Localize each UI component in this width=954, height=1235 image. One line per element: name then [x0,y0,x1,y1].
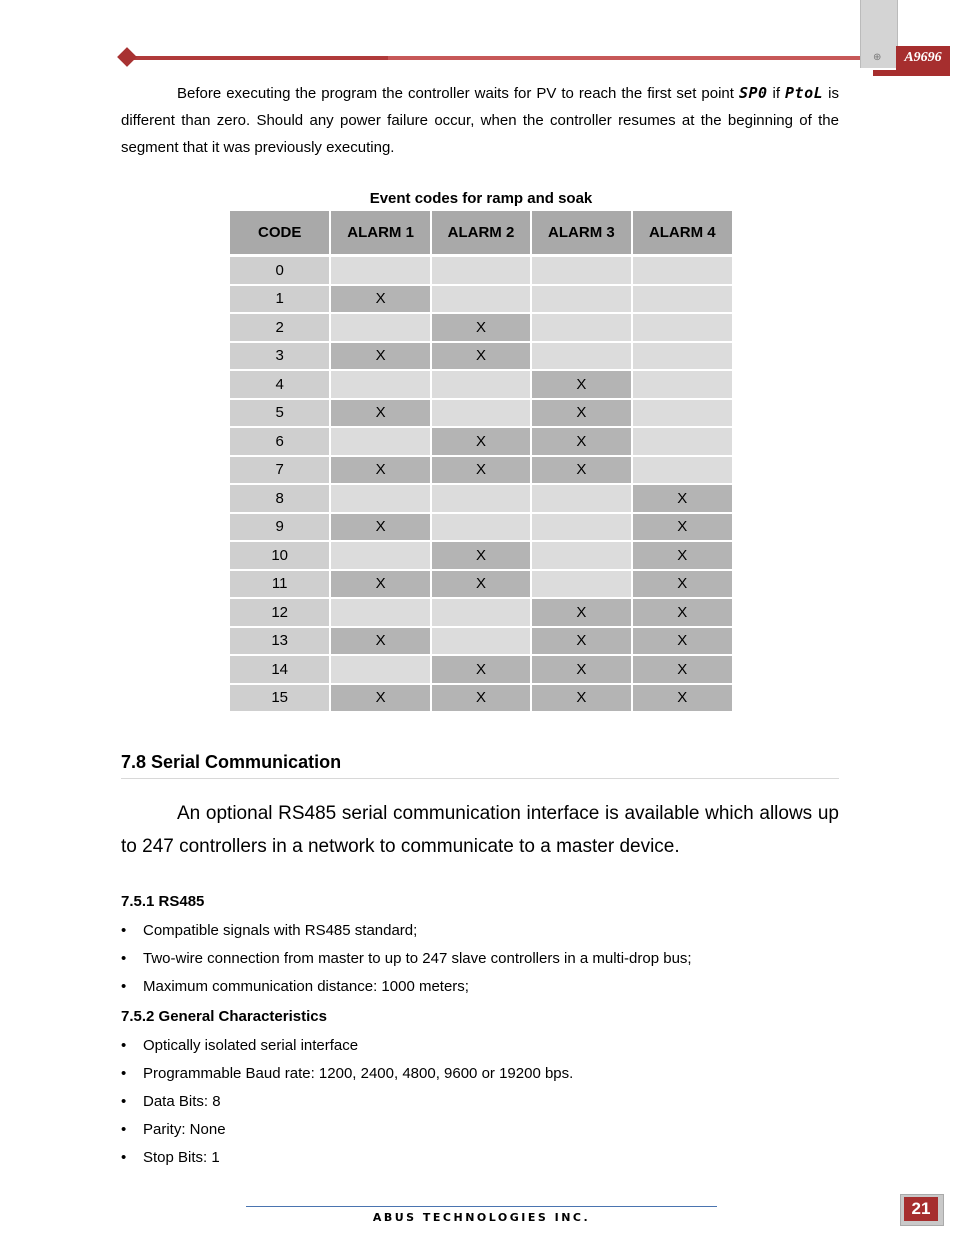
column-header: ALARM 2 [431,211,531,255]
code-cell: 14 [230,655,330,684]
list-item-text: Two-wire connection from master to up to 247 slave controllers in a multi-drop bus; [143,950,692,967]
sp0-display-code: SP0 [738,84,768,102]
rs485-list [121,921,692,1005]
list-item [121,1120,573,1148]
alarm-cell [632,342,732,371]
alarm-cell [632,285,732,314]
table-row [230,541,732,570]
table-row [230,370,732,399]
table-row [230,627,732,656]
alarm-cell [431,627,531,656]
column-header: ALARM 3 [531,211,631,255]
bullet-icon: • [121,1149,127,1166]
alarm-cell [431,257,531,285]
alarm-cell: X [431,655,531,684]
table-row [230,456,732,485]
alarm-cell: X [531,598,631,627]
alarm-cell: X [330,399,430,428]
alarm-cell: X [632,627,732,656]
list-item-text: Parity: None [143,1121,226,1138]
tab-marker-icon: ⊕ [873,52,882,63]
code-cell: 3 [230,342,330,371]
code-cell: 11 [230,570,330,599]
column-header: ALARM 1 [330,211,430,255]
rs485-heading: 7.5.1 RS485 [121,893,205,910]
alarm-cell: X [330,627,430,656]
alarm-cell [632,399,732,428]
alarm-cell: X [632,655,732,684]
intro-text-1: Before executing the program the controller waits for PV to reach the first set point [177,85,739,102]
list-item [121,1148,573,1176]
table-row [230,655,732,684]
intro-paragraph [121,80,839,161]
alarm-cell: X [431,342,531,371]
alarm-cell [330,484,430,513]
alarm-cell: X [431,541,531,570]
header-accent-bar [873,70,950,76]
list-item [121,1092,573,1120]
alarm-cell [431,285,531,314]
code-cell: 13 [230,627,330,656]
table-row [230,257,732,285]
alarm-cell: X [531,370,631,399]
alarm-cell: X [431,456,531,485]
alarm-cell [531,513,631,542]
code-cell: 15 [230,684,330,713]
table-caption: Event codes for ramp and soak [369,190,593,207]
table-row [230,342,732,371]
alarm-cell [632,313,732,342]
table-row [230,427,732,456]
table-row [230,570,732,599]
alarm-cell [330,598,430,627]
alarm-cell [431,399,531,428]
code-cell: 1 [230,285,330,314]
alarm-cell: X [531,427,631,456]
ptol-display-code: PtoL [785,84,824,102]
list-item-text: Optically isolated serial interface [143,1037,359,1054]
alarm-cell [632,456,732,485]
alarm-cell [330,313,430,342]
alarm-cell: X [330,570,430,599]
event-codes-table [230,211,732,713]
bullet-icon: • [121,950,127,967]
general-list [121,1036,573,1176]
alarm-cell: X [531,627,631,656]
code-cell: 7 [230,456,330,485]
alarm-cell: X [431,684,531,713]
code-cell: 12 [230,598,330,627]
alarm-cell [330,370,430,399]
code-cell: 10 [230,541,330,570]
table-row [230,513,732,542]
alarm-cell: X [632,684,732,713]
alarm-cell: X [632,484,732,513]
section-rule [121,778,839,779]
alarm-cell [531,257,631,285]
intro-text-3: is different than zero. Should any power failure occur, when the controller resumes at the beginning of the segment that it was previously executing. [121,85,839,156]
table-row [230,598,732,627]
code-cell: 9 [230,513,330,542]
bullet-icon: • [121,978,127,995]
alarm-cell [531,541,631,570]
list-item [121,921,692,949]
alarm-cell [531,484,631,513]
list-item-text: Maximum communication distance: 1000 meters; [143,978,469,995]
alarm-cell: X [330,285,430,314]
alarm-cell: X [632,513,732,542]
alarm-cell [330,655,430,684]
document-code: A9696 [896,46,950,70]
alarm-cell [632,257,732,285]
list-item [121,977,692,1005]
alarm-cell: X [531,456,631,485]
alarm-cell: X [431,570,531,599]
column-header: CODE [230,211,330,255]
list-item-text: Stop Bits: 1 [143,1149,220,1166]
bullet-icon: • [121,922,127,939]
code-cell: 5 [230,399,330,428]
header-rule-highlight [388,56,860,60]
bullet-icon: • [121,1037,127,1054]
alarm-cell: X [431,313,531,342]
alarm-cell [431,484,531,513]
code-cell: 2 [230,313,330,342]
header-diamond-icon [117,47,137,67]
footer-rule [246,1206,717,1207]
alarm-cell [431,598,531,627]
column-header: ALARM 4 [632,211,732,255]
alarm-cell: X [330,513,430,542]
table-row [230,684,732,713]
alarm-cell [531,342,631,371]
alarm-cell: X [330,456,430,485]
bullet-icon: • [121,1093,127,1110]
alarm-cell: X [632,598,732,627]
alarm-cell [330,541,430,570]
table-row [230,285,732,314]
list-item-text: Compatible signals with RS485 standard; [143,922,418,939]
alarm-cell: X [531,399,631,428]
table-row [230,313,732,342]
page-number: 21 [904,1197,938,1221]
alarm-cell: X [431,427,531,456]
alarm-cell: X [632,541,732,570]
intro-text-2: if [767,85,786,102]
serial-paragraph: An optional RS485 serial communication interface is available which allows up to 247 controllers in a network to communicate to a master device. [121,803,839,857]
alarm-cell: X [531,684,631,713]
alarm-cell [531,285,631,314]
list-item-text: Data Bits: 8 [143,1093,221,1110]
alarm-cell [531,313,631,342]
alarm-cell [632,427,732,456]
table-row [230,399,732,428]
list-item [121,1036,573,1064]
code-cell: 6 [230,427,330,456]
bullet-icon: • [121,1121,127,1138]
bullet-icon: • [121,1065,127,1082]
alarm-cell [531,570,631,599]
code-cell: 8 [230,484,330,513]
alarm-cell: X [330,342,430,371]
section-title: 7.8 Serial Communication [121,752,342,772]
code-cell: 0 [230,257,330,285]
footer-company: ABUS TECHNOLOGIES INC. [372,1211,591,1224]
alarm-cell [330,427,430,456]
list-item [121,949,692,977]
alarm-cell: X [330,684,430,713]
table-row [230,484,732,513]
alarm-cell [632,370,732,399]
alarm-cell [431,370,531,399]
table-header-row [230,211,732,255]
alarm-cell: X [531,655,631,684]
list-item-text: Programmable Baud rate: 1200, 2400, 4800, 9600 or 19200 bps. [143,1065,574,1082]
alarm-cell [431,513,531,542]
list-item [121,1064,573,1092]
general-heading: 7.5.2 General Characteristics [121,1008,327,1025]
alarm-cell: X [632,570,732,599]
code-cell: 4 [230,370,330,399]
alarm-cell [330,257,430,285]
